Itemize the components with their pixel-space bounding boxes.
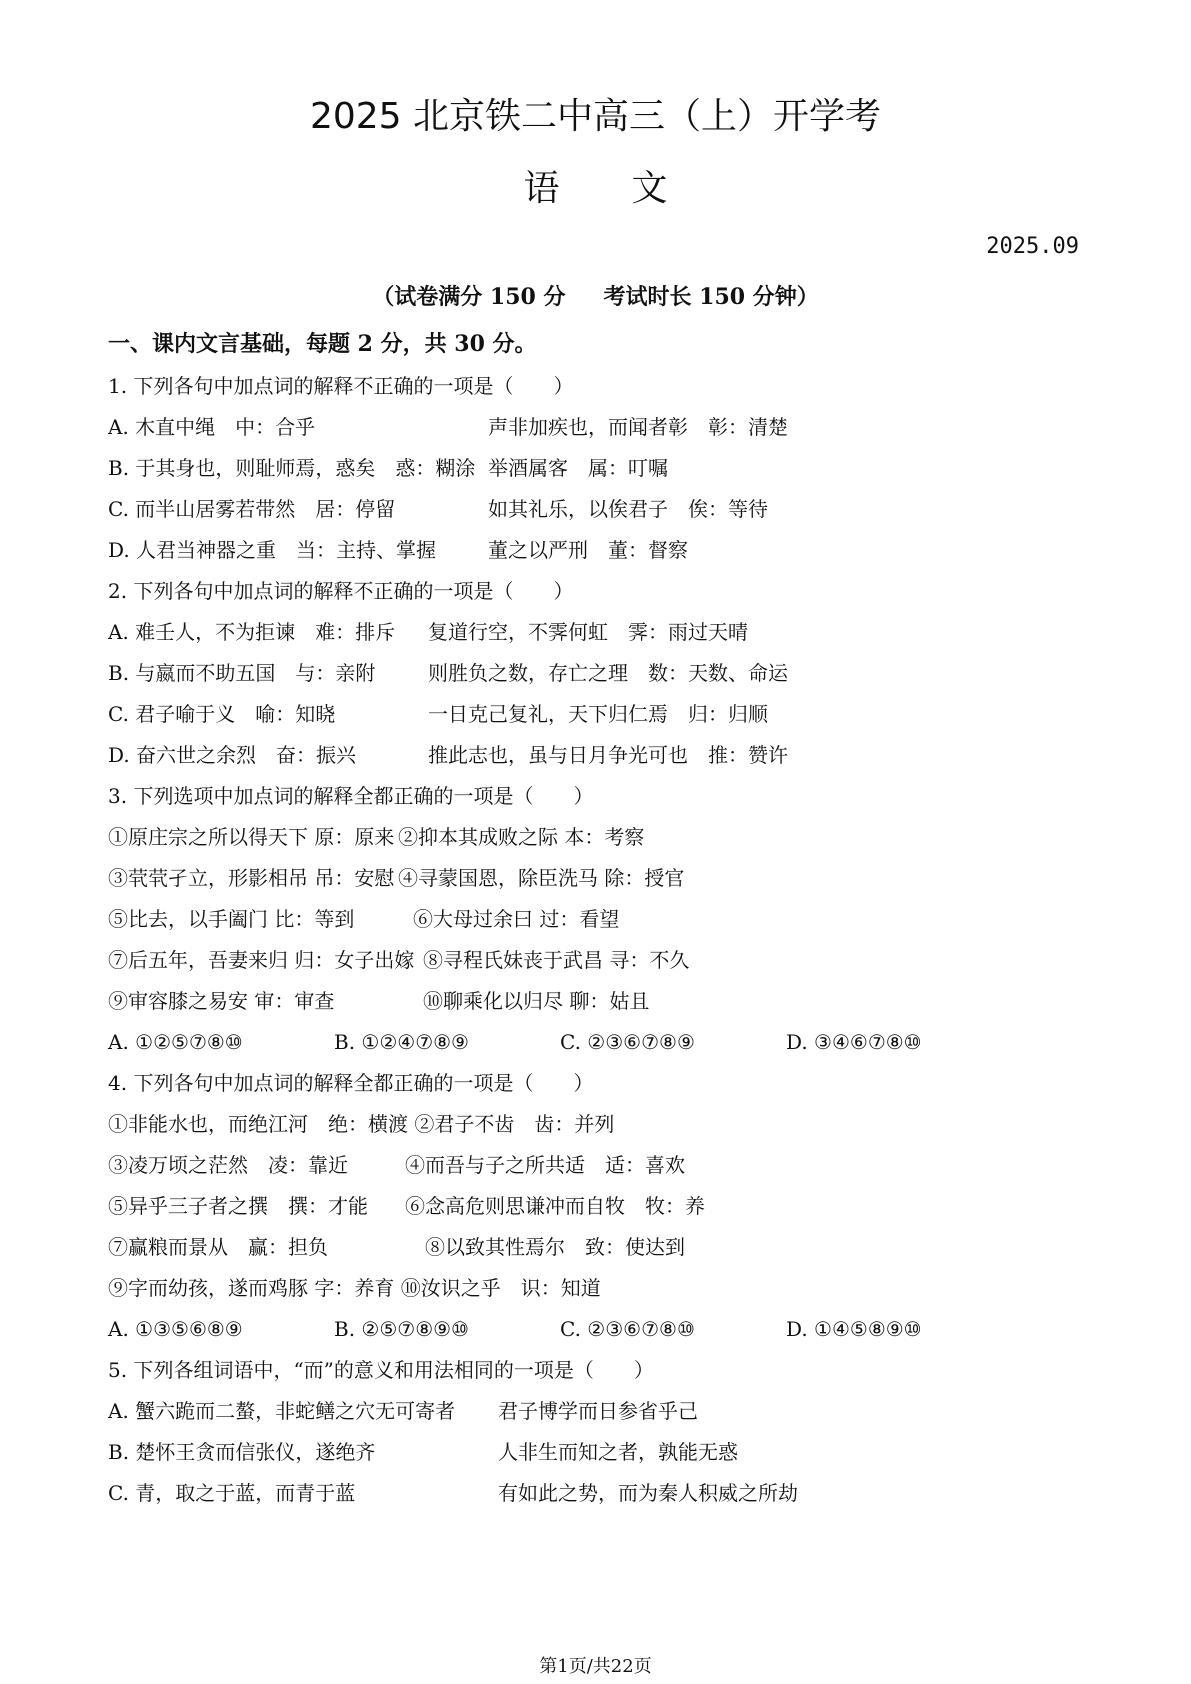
- line-text: 董之以严刑 董：督察: [488, 538, 688, 562]
- answer-option: A. ①②⑤⑦⑧⑩: [108, 1030, 243, 1054]
- line-text: B. 楚怀王贪而信张仪，遂绝齐: [108, 1440, 376, 1464]
- line-text: 2. 下列各句中加点词的解释不正确的一项是（ ）: [108, 579, 574, 603]
- question-line: [108, 899, 1088, 940]
- line-text: ①非能水也，而绝江河 绝：横渡 ②君子不齿 齿：并列: [108, 1112, 615, 1136]
- line-text: C. 而半山居雾若带然 居：停留: [108, 497, 396, 521]
- line-text: ④而吾与子之所共适 适：喜欢: [405, 1153, 685, 1177]
- line-text: 复道行空，不霁何虹 霁：雨过天晴: [428, 620, 748, 644]
- line-text: ⑩聊乘化以归尽 聊：姑且: [423, 989, 650, 1013]
- answer-option: B. ②⑤⑦⑧⑨⑩: [334, 1317, 469, 1341]
- answer-option: A. ①③⑤⑥⑧⑨: [108, 1317, 243, 1341]
- question-line: [108, 1268, 1088, 1309]
- question-line: [108, 1391, 1088, 1432]
- line-text: A. 蟹六跪而二螯，非蛇鳝之穴无可寄者: [108, 1399, 456, 1423]
- question-line: [108, 1432, 1088, 1473]
- line-text: 如其礼乐，以俟君子 俟：等待: [488, 497, 768, 521]
- line-text: 举酒属客 属：叮嘱: [488, 456, 668, 480]
- question-line: [108, 981, 1088, 1022]
- question-line: [108, 694, 1088, 735]
- answer-option: D. ③④⑥⑦⑧⑩: [786, 1030, 922, 1054]
- subject-char: 语: [523, 168, 560, 209]
- question-line: [108, 1145, 1088, 1186]
- line-text: D. 人君当神器之重 当：主持、掌握: [108, 538, 437, 562]
- question-line: [108, 1063, 1088, 1104]
- question-line: [108, 1350, 1088, 1391]
- question-content: [108, 322, 1088, 1514]
- question-line: [108, 940, 1088, 981]
- line-text: ③凌万顷之茫然 凌：靠近: [108, 1153, 348, 1177]
- exam-date: 2025.09: [986, 234, 1079, 259]
- question-line: [108, 1227, 1088, 1268]
- line-text: ⑨审容膝之易安 审：审查: [108, 989, 335, 1013]
- question-line: [108, 1473, 1088, 1514]
- question-line: [108, 653, 1088, 694]
- line-text: 有如此之势，而为秦人积威之所劫: [498, 1481, 798, 1505]
- line-text: ⑥大母过余曰 过：看望: [413, 907, 620, 931]
- line-text: ②抑本其成败之际 本：考察: [398, 825, 645, 849]
- line-text: 一日克己复礼，天下归仁焉 归：归顺: [428, 702, 768, 726]
- exam-info: [0, 280, 1191, 311]
- question-line: [108, 776, 1088, 817]
- line-text: C. 君子喻于义 喻：知晓: [108, 702, 336, 726]
- line-text: 则胜负之数，存亡之理 数：天数、命运: [428, 661, 788, 685]
- exam-duration: 考试时长 150 分钟）: [603, 284, 819, 310]
- line-text: 一、课内文言基础，每题 2 分，共 30 分。: [108, 331, 537, 357]
- section-heading: [108, 322, 1088, 366]
- line-text: 5. 下列各组词语中，“而”的意义和用法相同的一项是（ ）: [108, 1358, 654, 1382]
- line-text: 人非生而知之者，孰能无惑: [498, 1440, 738, 1464]
- question-line: [108, 1104, 1088, 1145]
- line-text: ⑦赢粮而景从 赢：担负: [108, 1235, 328, 1259]
- question-line: [108, 571, 1088, 612]
- line-text: 3. 下列选项中加点词的解释全都正确的一项是（ ）: [108, 784, 594, 808]
- question-line: [108, 530, 1088, 571]
- question-line: [108, 366, 1088, 407]
- answer-option: D. ①④⑤⑧⑨⑩: [786, 1317, 922, 1341]
- line-text: B. 与嬴而不助五国 与：亲附: [108, 661, 376, 685]
- answer-options-row: [108, 1022, 1088, 1063]
- question-line: [108, 407, 1088, 448]
- line-text: ⑨字而幼孩，遂而鸡豚 字：养育 ⑩汝识之乎 识：知道: [108, 1276, 601, 1300]
- line-text: D. 奋六世之余烈 奋：振兴: [108, 743, 357, 767]
- line-text: ⑤异乎三子者之撰 撰：才能: [108, 1194, 368, 1218]
- line-text: ⑧以致其性焉尔 致：使达到: [425, 1235, 685, 1259]
- answer-option: C. ②③⑥⑦⑧⑩: [560, 1317, 695, 1341]
- subject-char: 文: [631, 168, 668, 209]
- line-text: ①原庄宗之所以得天下 原：原来: [108, 825, 395, 849]
- question-line: [108, 489, 1088, 530]
- line-text: 1. 下列各句中加点词的解释不正确的一项是（ ）: [108, 374, 574, 398]
- line-text: 声非加疾也，而闻者彰 彰：清楚: [488, 415, 788, 439]
- line-text: A. 木直中绳 中：合乎: [108, 415, 316, 439]
- answer-options-row: [108, 1309, 1088, 1350]
- line-text: 推此志也，虽与日月争光可也 推：赞许: [428, 743, 788, 767]
- page-number: 第1页/共22页: [539, 1656, 652, 1677]
- line-text: ③茕茕孑立，形影相吊 吊：安慰: [108, 866, 395, 890]
- question-line: [108, 1186, 1088, 1227]
- line-text: ⑤比去，以手阖门 比：等到: [108, 907, 355, 931]
- line-text: A. 难壬人，不为拒谏 难：排斥: [108, 620, 396, 644]
- line-text: C. 青，取之于蓝，而青于蓝: [108, 1481, 356, 1505]
- question-line: [108, 817, 1088, 858]
- question-line: [108, 735, 1088, 776]
- line-text: ④寻蒙国恩，除臣洗马 除：授官: [398, 866, 685, 890]
- question-line: [108, 448, 1088, 489]
- line-text: ⑦后五年，吾妻来归 归：女子出嫁: [108, 948, 415, 972]
- line-text: 4. 下列各句中加点词的解释全都正确的一项是（ ）: [108, 1071, 594, 1095]
- full-score: （试卷满分 150 分: [372, 284, 566, 310]
- line-text: ⑧寻程氏妹丧于武昌 寻：不久: [423, 948, 690, 972]
- question-line: [108, 858, 1088, 899]
- answer-option: B. ①②④⑦⑧⑨: [334, 1030, 469, 1054]
- line-text: ⑥念高危则思谦冲而自牧 牧：养: [405, 1194, 705, 1218]
- line-text: B. 于其身也，则耻师焉，惑矣 惑：糊涂: [108, 456, 476, 480]
- line-text: 君子博学而日参省乎己: [498, 1399, 698, 1423]
- answer-option: C. ②③⑥⑦⑧⑨: [560, 1030, 695, 1054]
- subject-title: [0, 160, 1191, 211]
- exam-title: 2025 北京铁二中高三（上）开学考: [309, 96, 882, 137]
- question-line: [108, 612, 1088, 653]
